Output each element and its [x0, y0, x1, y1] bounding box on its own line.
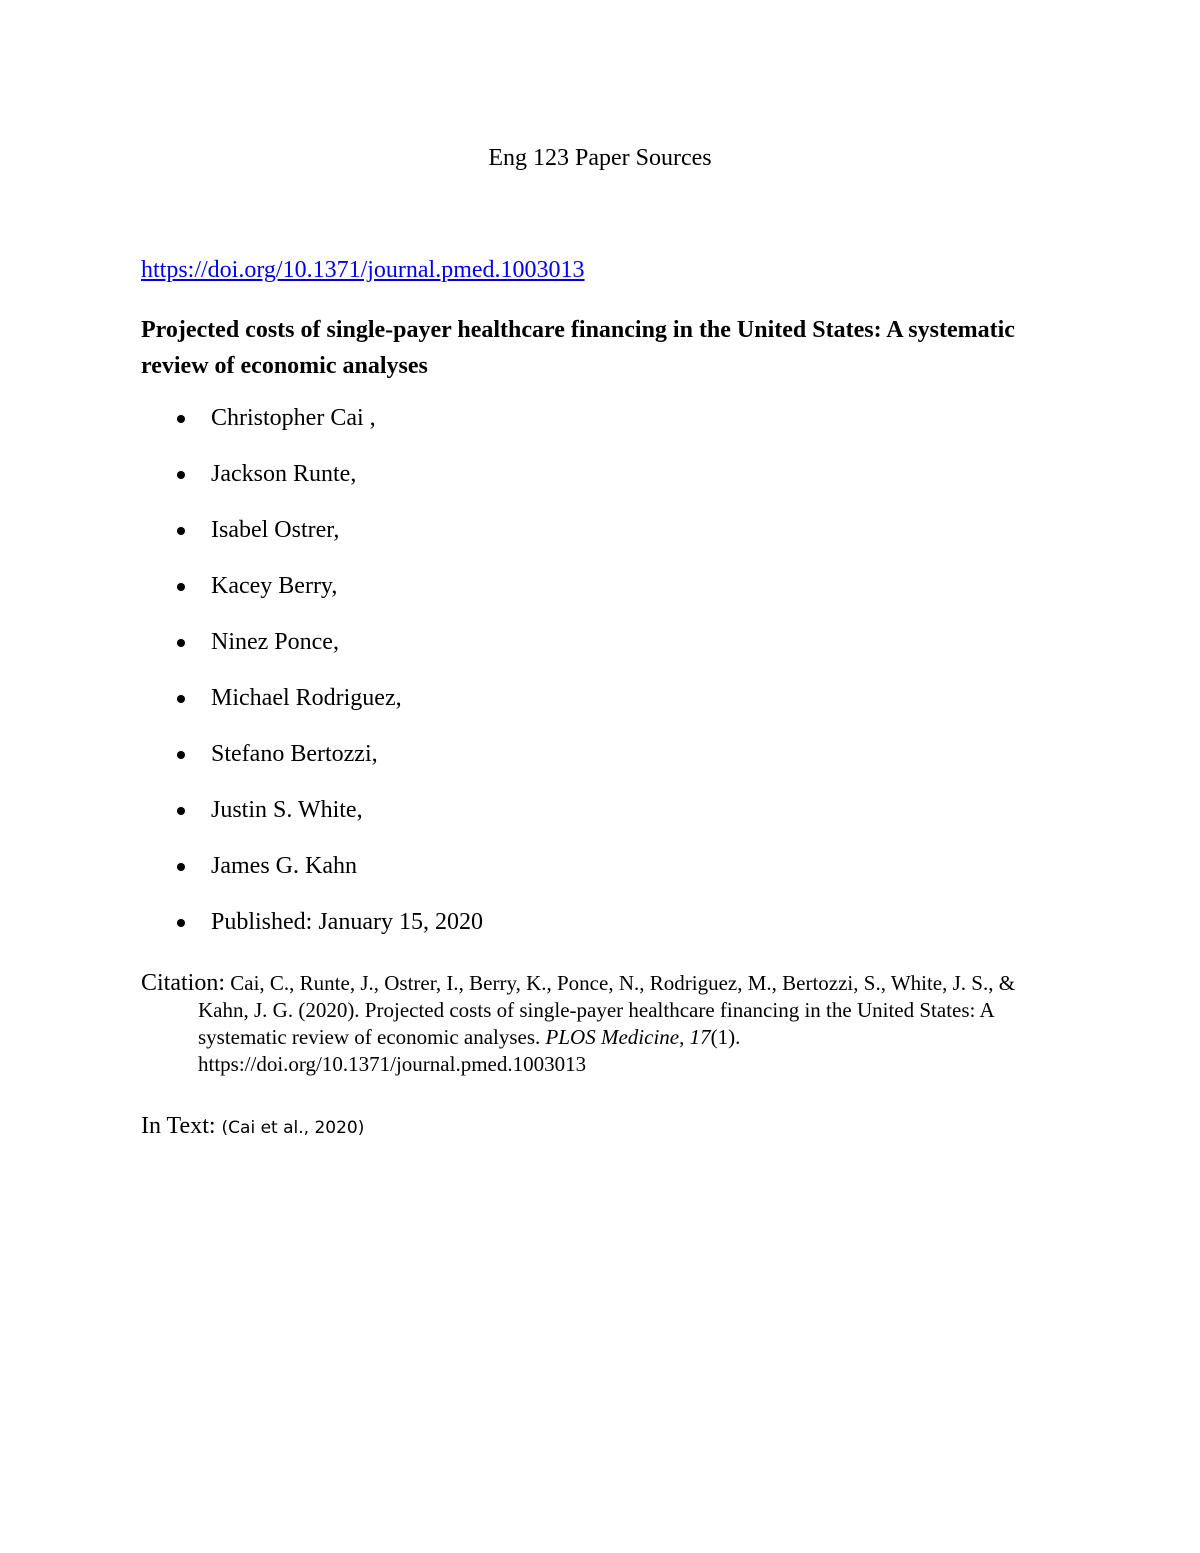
bullet-icon	[177, 415, 185, 423]
publication-date: Published: January 15, 2020	[211, 909, 483, 935]
author-name: James G. Kahn	[211, 853, 357, 879]
bullet-icon	[177, 863, 185, 871]
in-text-value: (Cai et al., 2020)	[221, 1118, 365, 1138]
bullet-icon	[177, 471, 185, 479]
author-name: Christopher Cai ,	[211, 405, 376, 431]
citation-text: Cai, C., Runte, J., Ostrer, I., Berry, K., Ponce, N., Rodriguez, M., Bertozzi, S., White, J. S., & Kahn, J. G. (2020). Projected costs of single-payer healthcare financing in the United States: A systematic review of economic analyses.	[198, 971, 1016, 1049]
in-text-citation	[141, 1110, 364, 1144]
bullet-icon	[177, 807, 185, 815]
citation-label: Citation:	[141, 970, 225, 996]
bullet-icon	[177, 751, 185, 759]
citation-issue-doi: (1). https://doi.org/10.1371/journal.pmed.1003013	[198, 1025, 741, 1076]
bullet-icon	[177, 583, 185, 591]
author-name: Michael Rodriguez,	[211, 685, 402, 711]
paper-title: Projected costs of single-payer healthcare financing in the United States: A systematic review of economic analyses	[141, 317, 1015, 379]
author-name: Jackson Runte,	[211, 461, 357, 487]
author-name: Isabel Ostrer,	[211, 517, 340, 543]
citation-journal: PLOS Medicine	[545, 1025, 680, 1049]
citation-volume: 17	[689, 1025, 711, 1049]
author-name: Stefano Bertozzi,	[211, 741, 378, 767]
citation-block	[141, 970, 1061, 1078]
in-text-label: In Text:	[141, 1113, 216, 1139]
author-name: Justin S. White,	[211, 797, 363, 823]
author-name: Kacey Berry,	[211, 573, 338, 599]
doi-link[interactable]: https://doi.org/10.1371/journal.pmed.1003013	[141, 257, 585, 283]
citation-separator: ,	[679, 1025, 690, 1049]
bullet-icon	[177, 695, 185, 703]
bullet-icon	[177, 527, 185, 535]
bullet-icon	[177, 919, 185, 927]
bullet-icon	[177, 639, 185, 647]
author-name: Ninez Ponce,	[211, 629, 339, 655]
document-title: Eng 123 Paper Sources	[488, 145, 712, 171]
